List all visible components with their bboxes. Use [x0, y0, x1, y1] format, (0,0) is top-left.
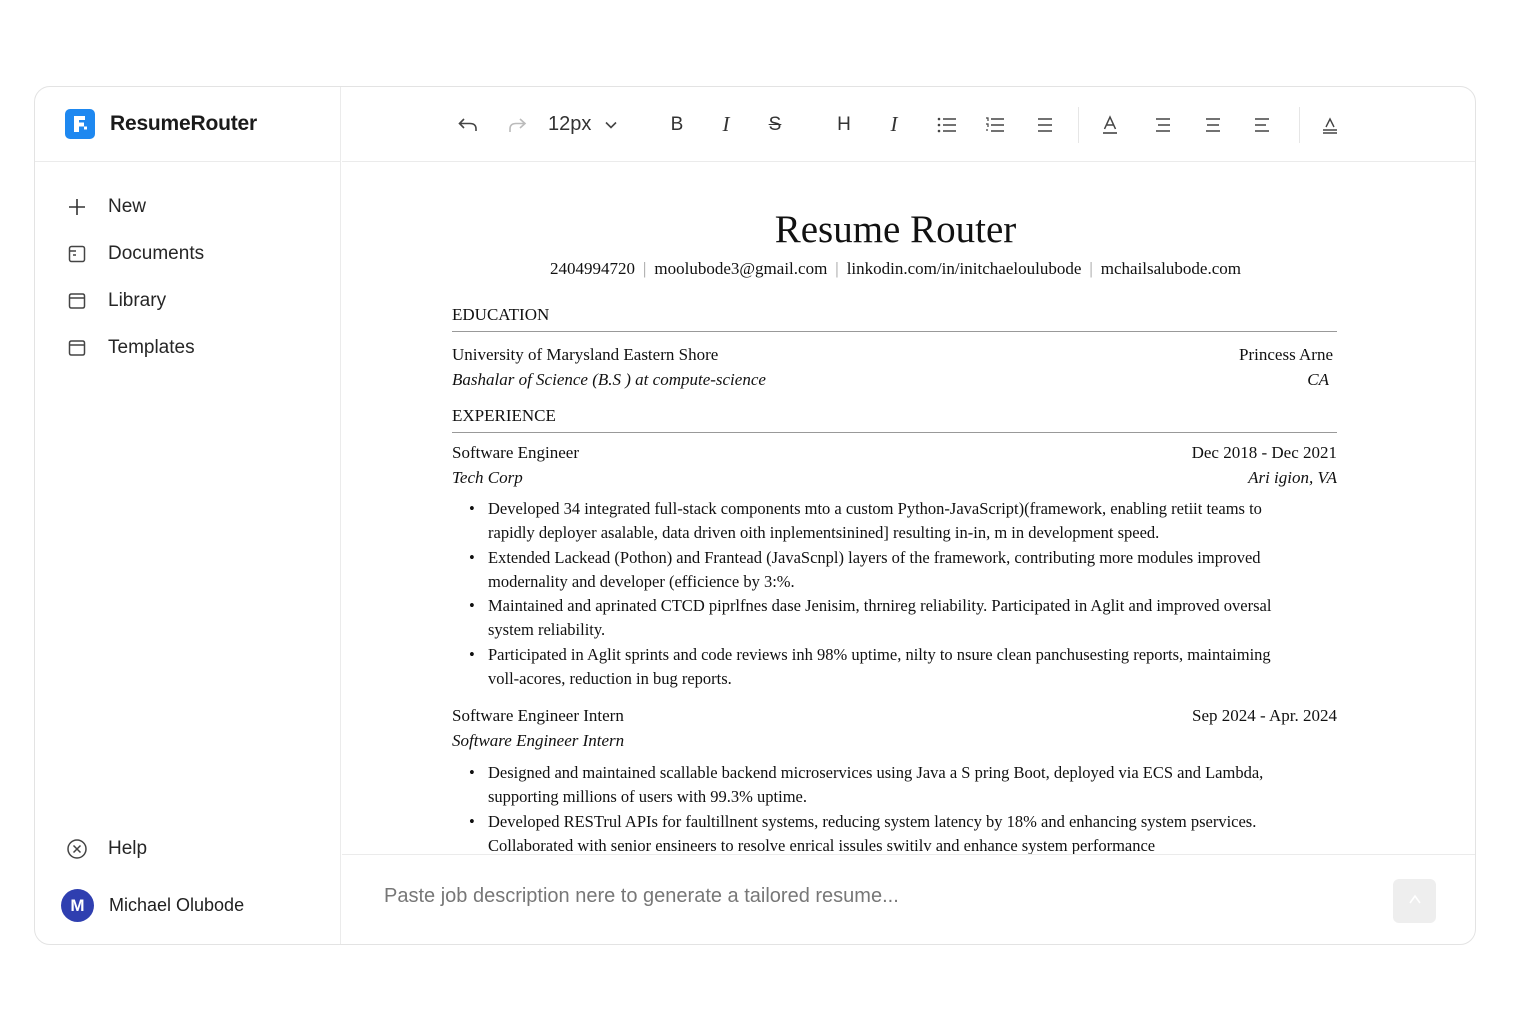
sidebar: [35, 87, 341, 944]
strikethrough-button[interactable]: [760, 87, 790, 162]
resume-document[interactable]: [342, 163, 1475, 854]
job-title-row: [452, 706, 1337, 726]
experience-heading: EXPERIENCE: [452, 406, 1337, 433]
user-name: Michael Olubode: [109, 895, 245, 915]
heading-button[interactable]: [829, 87, 859, 162]
job-location: Ari igion, VA: [1248, 468, 1337, 487]
undo-button[interactable]: [453, 87, 483, 162]
sidebar-item-templates[interactable]: [35, 324, 340, 371]
contact-phone: 2404994720: [550, 259, 635, 278]
job-bullet: • Designed and maintained scallable backend microservices using Java a S pring Boot, deployed via ECS and Lambda, supporting millions of users with 99.3% uptime.: [488, 761, 1328, 810]
font-size-value: 12px: [548, 113, 592, 135]
bullet-list-icon: [937, 117, 957, 133]
bold-icon: B: [670, 113, 684, 135]
align-justify-button[interactable]: [1030, 87, 1060, 162]
degree: Bashalar of Science (B.S ) at compute-science: [452, 370, 766, 389]
italic-alt-icon: I: [890, 112, 898, 136]
contact-linkedin: linkodin.com/in/initchaeloulubode: [846, 259, 1082, 278]
resume-name: Resume Router: [774, 208, 1017, 251]
align-right-button[interactable]: [1247, 87, 1277, 162]
font-size-select[interactable]: [548, 87, 628, 162]
text-color-icon: [1101, 115, 1119, 135]
sidebar-item-new[interactable]: [35, 183, 340, 230]
job-bullet: • Developed RESTrul APIs for faultillnent systems, reducing system latency by 18% and enhancing system pservices. Collaborated with senior ensineers to resolve enrical issules switilv and enhance system performance: [488, 810, 1328, 854]
job-company: Tech Corp: [452, 468, 523, 487]
toolbar-divider: [1078, 107, 1079, 143]
prompt-bar: [342, 854, 1475, 945]
formatting-toolbar: [342, 87, 1475, 162]
school-location: Princess Arne: [1239, 345, 1333, 364]
document-icon: [65, 242, 89, 266]
chevron-down-icon: [605, 121, 617, 129]
arrow-up-icon: [1408, 892, 1422, 910]
help-button[interactable]: [35, 825, 340, 872]
job-title: Software Engineer Intern: [452, 706, 624, 725]
heading-icon: H: [837, 113, 851, 135]
template-icon: [65, 336, 89, 360]
align-center-button[interactable]: [1198, 87, 1228, 162]
contact-line: [342, 259, 1449, 279]
sidebar-item-label: Library: [108, 289, 167, 311]
italic-button[interactable]: [711, 87, 741, 162]
sidebar-item-label: New: [108, 195, 147, 217]
school-name: University of Marysland Eastern Shore: [452, 345, 719, 364]
brand-header: [35, 87, 340, 162]
degree-row: [452, 370, 1337, 390]
numbered-list-icon: [985, 117, 1005, 133]
job-bullet: • Extended Lackead (Pothon) and Frantead (JavaScnpl) layers of the framework, contributing more modules improved modernality and developer (efficience by 3:%.: [488, 546, 1288, 595]
italic-alt-button[interactable]: [879, 87, 909, 162]
align-right-icon: [1253, 117, 1271, 133]
strikethrough-icon: S: [768, 113, 782, 135]
italic-icon: I: [722, 112, 730, 136]
job-dates: Sep 2024 - Apr. 2024: [1192, 706, 1337, 725]
job-bullet: • Participated in Aglit sprints and code reviews inh 98% uptime, nilty to nsure clean panchusesting reports, maintaiming voll-acores, reduction in bug reports.: [488, 643, 1288, 692]
help-section: [35, 825, 340, 872]
school-region: CA: [1307, 370, 1329, 389]
app-window: [34, 86, 1476, 945]
sidebar-item-label: Templates: [108, 336, 195, 358]
user-profile[interactable]: [61, 889, 244, 922]
align-justify-icon: [1036, 117, 1054, 133]
folder-icon: [65, 289, 89, 313]
bold-button[interactable]: [662, 87, 692, 162]
bullet-list-button[interactable]: [932, 87, 962, 162]
app-name: ResumeRouter: [110, 112, 257, 135]
avatar: M: [61, 889, 94, 922]
job-company-row: [452, 731, 1337, 751]
job-title-row: [452, 443, 1337, 463]
align-left-icon: [1154, 117, 1172, 133]
redo-icon: [506, 115, 528, 135]
app-logo-icon: [65, 109, 95, 139]
job-company-row: [452, 468, 1337, 488]
align-left-button[interactable]: [1148, 87, 1178, 162]
contact-email: moolubode3@gmail.com: [654, 259, 828, 278]
job-title: Software Engineer: [452, 443, 579, 462]
redo-button[interactable]: [502, 87, 532, 162]
highlight-button[interactable]: [1315, 87, 1345, 162]
contact-website: mchailsalubode.com: [1100, 259, 1241, 278]
job-bullet: • Maintained and aprinated CTCD piprlfnes dase Jenisim, thrnireg reliability. Participated in Aglit and improved oversal system reliability.: [488, 594, 1288, 643]
text-color-button[interactable]: [1095, 87, 1125, 162]
contact-divider: |: [835, 259, 839, 278]
job-dates: Dec 2018 - Dec 2021: [1191, 443, 1337, 462]
align-center-icon: [1204, 117, 1222, 133]
job-bullets: [488, 497, 1288, 691]
undo-icon: [457, 116, 479, 134]
send-button[interactable]: [1393, 879, 1436, 923]
contact-divider: |: [1089, 259, 1093, 278]
highlight-icon: [1321, 115, 1339, 135]
help-icon: [65, 837, 89, 861]
job-company: Software Engineer Intern: [452, 731, 625, 750]
plus-icon: [65, 195, 89, 219]
sidebar-item-library[interactable]: [35, 277, 340, 324]
editor-main: [342, 87, 1475, 944]
job-description-input[interactable]: [384, 885, 1344, 908]
education-heading: EDUCATION: [452, 305, 1337, 332]
toolbar-divider: [1299, 107, 1300, 143]
education-row: [452, 345, 1337, 365]
numbered-list-button[interactable]: [980, 87, 1010, 162]
help-label: Help: [108, 837, 148, 859]
job-bullets: [488, 761, 1328, 854]
contact-divider: |: [643, 259, 647, 278]
job-bullet: • Developed 34 integrated full-stack components mto a custom Python-JavaScript)(framework, enabling retiit teams to rapidly deployer asalable, data driven oith inplementsinined] resulting in-in, m in development speed.: [488, 497, 1288, 546]
sidebar-item-label: Documents: [108, 242, 205, 264]
sidebar-item-documents[interactable]: [35, 230, 340, 277]
sidebar-nav: [35, 183, 340, 371]
